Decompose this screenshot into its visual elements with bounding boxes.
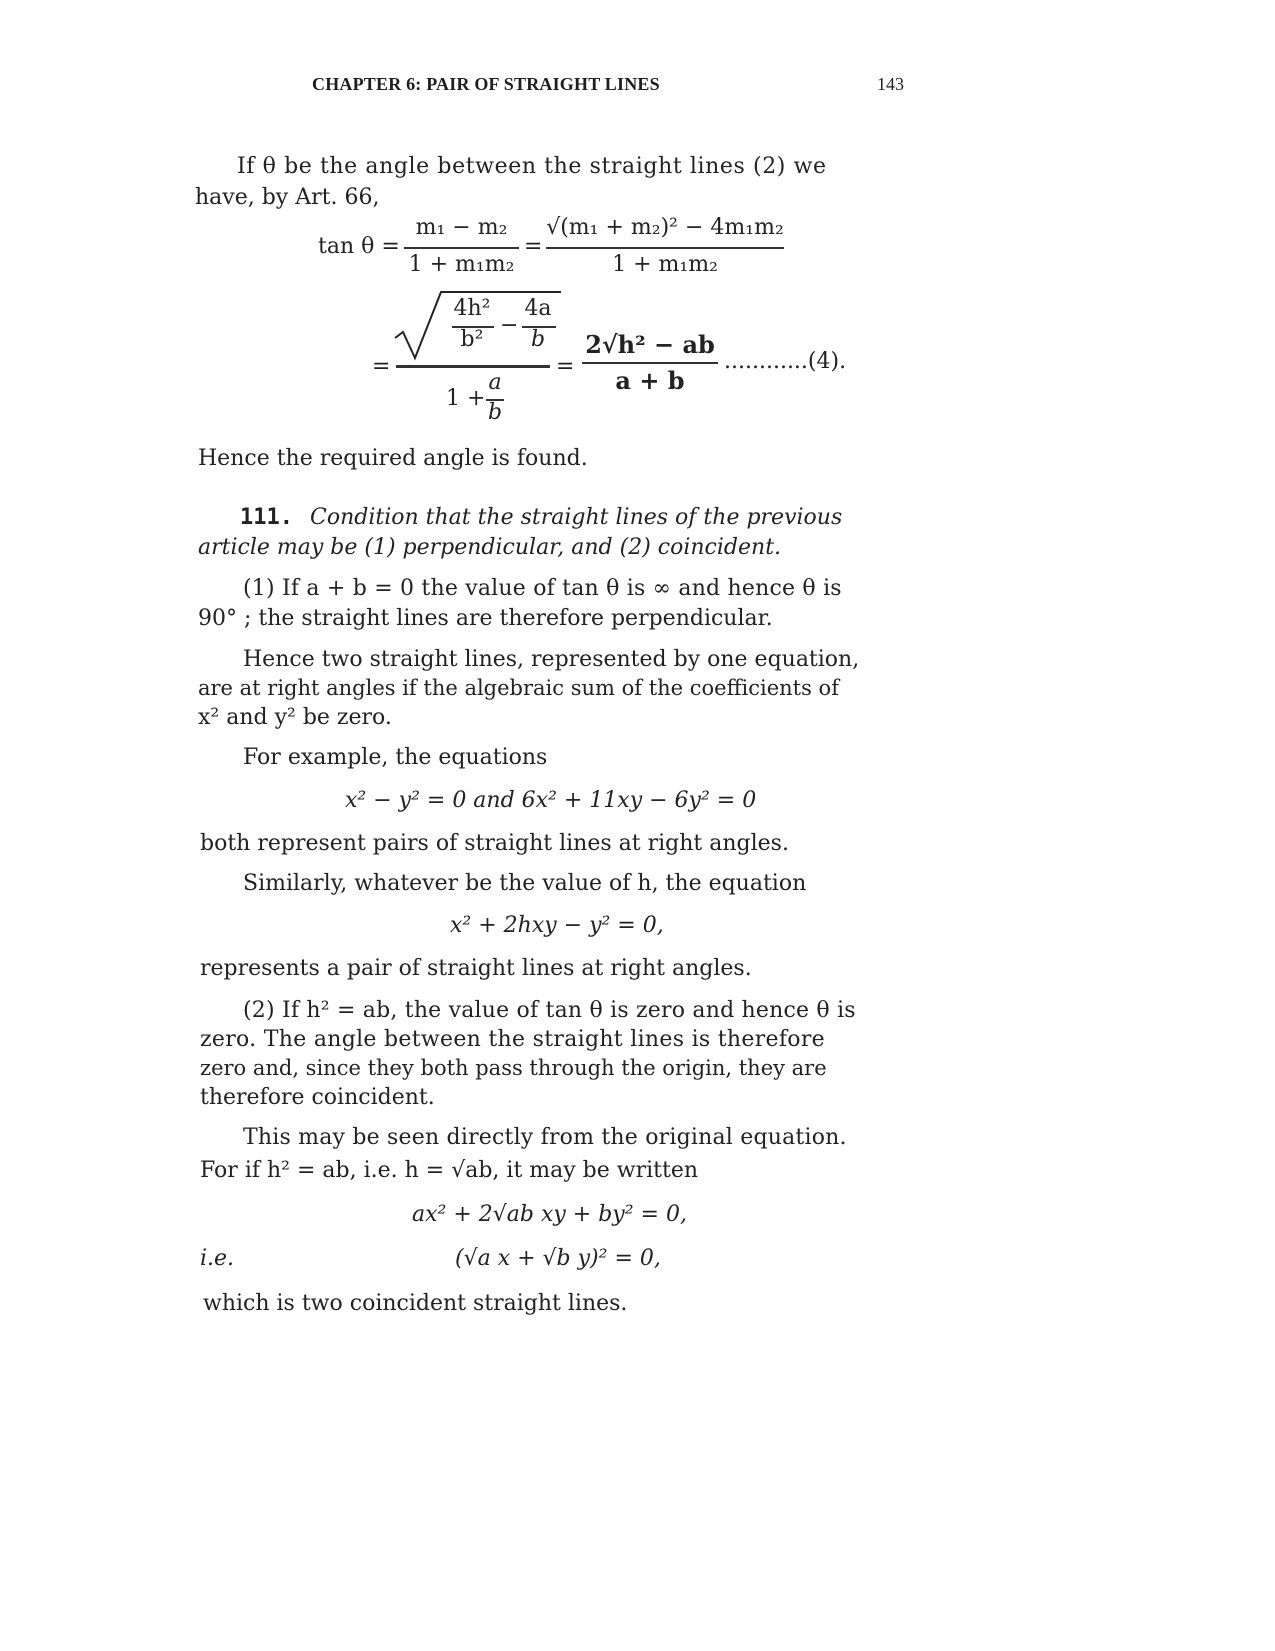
paragraph-line: are at right angles if the algebraic sum of the coefficients of [198,676,839,700]
equation-pair: x² − y² = 0 and 6x² + 11xy − 6y² = 0 [345,788,757,813]
paragraph: For example, the equations [243,745,548,770]
ie-label: i.e. [200,1246,235,1271]
paragraph-line: therefore coincident. [200,1085,435,1110]
eq2-equals-left: = [372,354,391,379]
paragraph-line: have, by Art. 66, [195,185,380,210]
eq1-frac1-numerator: m₁ − m₂ [415,215,508,240]
equation-tag: ............(4). [724,349,847,374]
paragraph-line: 90° ; the straight lines are therefore perpendicular. [198,606,773,631]
paragraph-line: Hence two straight lines, represented by one equation, [243,647,860,672]
article-number: 111. [240,505,293,530]
fraction-bar [546,247,784,249]
bold-numerator: 2√h² − ab [585,330,715,359]
paragraph: Hence the required angle is found. [198,446,588,471]
paragraph-line: (2) If h² = ab, the value of tan θ is zero and hence θ is [243,998,856,1023]
equation-xhy: x² + 2hxy − y² = 0, [450,913,664,938]
inner-numerator-2: 4a [524,296,552,321]
running-head: CHAPTER 6: PAIR OF STRAIGHT LINES [312,74,660,94]
eq2-equals-mid: = [556,354,575,379]
fraction-bar [582,362,718,364]
inner-denominator-2: b [530,327,546,352]
paragraph: which is two coincident straight lines. [203,1291,628,1316]
paragraph: Similarly, whatever be the value of h, the equation [243,871,807,896]
eq1-frac2-denominator: 1 + m₁m₂ [612,252,718,277]
denominator-b: b [487,400,503,425]
article-heading [240,503,842,532]
page-number: 143 [877,74,904,94]
equation-square: (√a x + √b y)² = 0, [455,1246,661,1271]
inner-minus: − [500,313,519,338]
fraction-bar [404,247,519,249]
eq1-lhs: tan θ = [318,234,400,259]
denominator-a: a [488,370,502,395]
article-title-line2: article may be (1) perpendicular, and (2) coincident. [198,535,782,560]
fraction-bar [396,365,550,368]
article-title: Condition that the straight lines of the previous [309,505,843,530]
paragraph: represents a pair of straight lines at right angles. [200,956,752,981]
denominator-prefix: 1 + [446,386,486,411]
inner-denominator-1: b² [460,327,484,352]
eq1-equals: = [524,234,543,259]
paragraph-line: x² and y² be zero. [198,705,392,730]
equation-ab: ax² + 2√ab xy + by² = 0, [412,1202,687,1227]
paragraph-line: zero and, since they both pass through the origin, they are [200,1056,827,1080]
eq1-frac2-numerator: √(m₁ + m₂)² − 4m₁m₂ [546,215,784,240]
paragraph-line: If θ be the angle between the straight lines (2) we [237,154,827,179]
eq1-frac1-denominator: 1 + m₁m₂ [408,252,515,277]
bold-denominator: a + b [615,366,685,395]
paragraph-line: This may be seen directly from the original equation. [243,1125,847,1150]
paragraph-line: (1) If a + b = 0 the value of tan θ is ∞ and hence θ is [243,576,842,601]
inner-numerator-1: 4h² [453,296,491,321]
paragraph-line: zero. The angle between the straight lines is therefore [200,1027,825,1052]
paragraph: both represent pairs of straight lines at right angles. [200,831,789,856]
paragraph-line: For if h² = ab, i.e. h = √ab, it may be written [200,1158,699,1183]
